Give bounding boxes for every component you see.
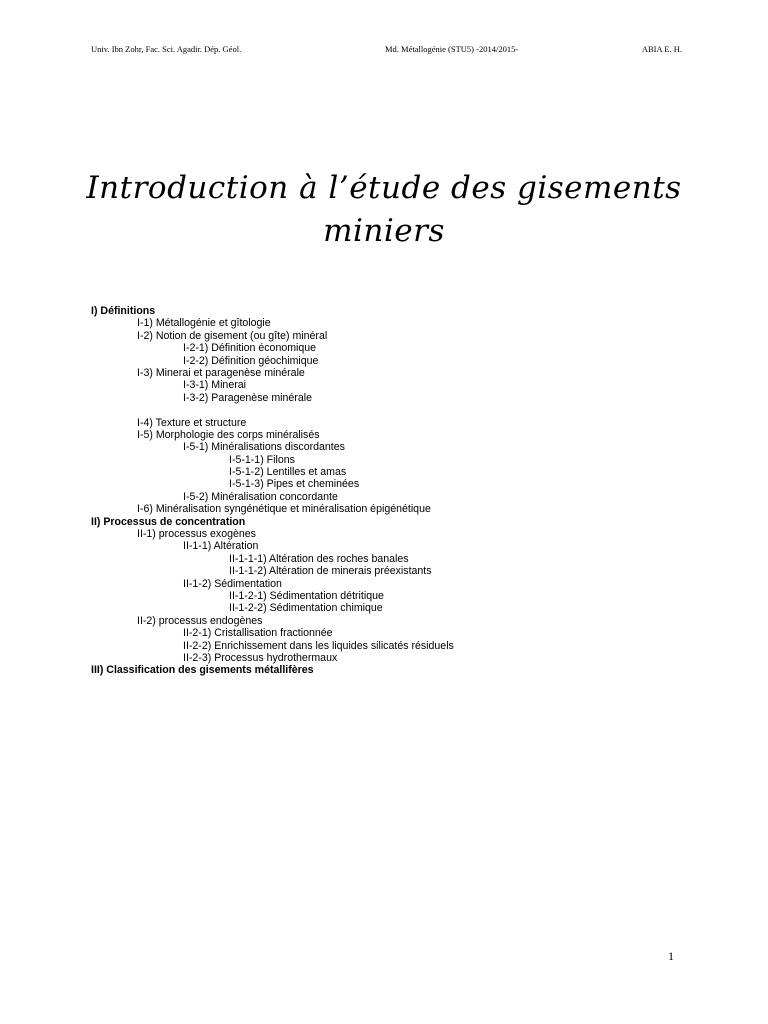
- document-title-line-2: miniers: [323, 213, 445, 249]
- toc-entry: I-2) Notion de gisement (ou gîte) minéral: [137, 329, 328, 342]
- toc-entry: II-2-1) Cristallisation fractionnée: [183, 627, 333, 640]
- toc-entry: I-5-1-3) Pipes et cheminées: [229, 478, 360, 491]
- toc-entry: I-3-1) Minerai: [183, 379, 246, 392]
- header-author: ABIA E. H.: [641, 44, 682, 54]
- toc-entry: I-1) Métallogénie et gîtologie: [137, 317, 271, 330]
- toc-entry: II-2-3) Processus hydrothermaux: [183, 651, 338, 664]
- toc-entry: II-1-1) Altération: [183, 540, 259, 553]
- toc-entry: I-5-1-2) Lentilles et amas: [229, 466, 347, 479]
- toc-entry: I-5) Morphologie des corps minéralisés: [137, 428, 320, 441]
- toc-section-heading: I) Définitions: [91, 305, 156, 317]
- toc-entry: II-1-2-1) Sédimentation détritique: [229, 589, 384, 602]
- toc-entry: II-1-1-1) Altération des roches banales: [229, 552, 409, 565]
- toc-entry: II-2) processus endogènes: [137, 614, 263, 627]
- toc-entry: I-5-2) Minéralisation concordante: [183, 490, 338, 503]
- toc-entry: II-2-2) Enrichissement dans les liquides silicatés résiduels: [183, 639, 454, 652]
- toc-entry: I-2-1) Définition économique: [183, 342, 317, 355]
- document-title-line-1: Introduction à l’étude des gisements: [86, 170, 682, 206]
- header-course: Md. Métallogénie (STU5) -2014/2015-: [385, 44, 519, 54]
- toc-entry: I-2-2) Définition géochimique: [183, 354, 319, 367]
- page-number: 1: [668, 949, 674, 963]
- toc-entry: II-1-2-2) Sédimentation chimique: [229, 602, 383, 615]
- page-header: [0, 44, 768, 58]
- toc-entry: I-5-1-1) Filons: [229, 453, 295, 466]
- toc-spacer: [91, 404, 711, 416]
- toc-entry: I-5-1) Minéralisations discordantes: [183, 441, 345, 454]
- toc-section-heading: III) Classification des gisements métallifères: [91, 664, 314, 677]
- toc-entry: I-3-2) Paragenèse minérale: [183, 391, 312, 404]
- header-institution: Univ. Ibn Zohr, Fac. Sci. Agadir. Dép. Géol.: [91, 44, 242, 54]
- toc-section-heading: II) Processus de concentration: [91, 515, 246, 528]
- toc-entry: I-6) Minéralisation syngénétique et minéralisation épigénétique: [137, 503, 431, 516]
- toc-entry: II-1-2) Sédimentation: [183, 577, 282, 590]
- toc-entry: I-4) Texture et structure: [137, 416, 247, 429]
- table-of-contents: [91, 305, 711, 677]
- toc-entry: II-1-1-2) Altération de minerais préexistants: [229, 565, 432, 578]
- toc-entry: I-3) Minerai et paragenèse minérale: [137, 366, 305, 379]
- toc-entry: II-1) processus exogènes: [137, 528, 256, 541]
